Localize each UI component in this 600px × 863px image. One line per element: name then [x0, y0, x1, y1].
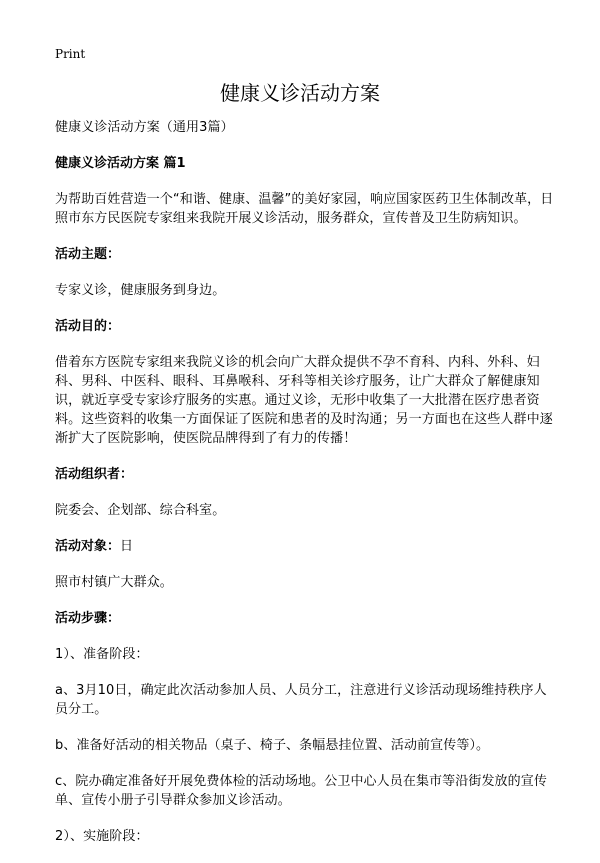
step1-heading: 1）、准备阶段： [55, 647, 149, 662]
purpose-heading: 活动目的： [55, 319, 121, 334]
document-body [55, 118, 555, 863]
target-text: 照市村镇广大群众。 [55, 575, 173, 590]
intro-paragraph: 为帮助百姓营造一个“和谐、健康、温馨”的美好家园，响应国家医药卫生体制改革，日照市东方民医院专家组来我院开展义诊活动，服务群众，宣传普及卫生防病知识。 [55, 192, 554, 226]
target-heading-line [55, 537, 555, 556]
step1-item-a: a、3月10日，确定此次活动参加人员、人员分工，注意进行义诊活动现场维持秩序人员分工。 [55, 683, 547, 717]
organizer-heading: 活动组织者： [55, 467, 134, 482]
purpose-text: 借着东方医院专家组来我院义诊的机会向广大群众提供不孕不育科、内科、外科、妇科、男科、中医科、眼科、耳鼻喉科、牙科等相关诊疗服务，让广大群众了解健康知识，就近享受专家诊疗服务的实惠。通过义诊，无形中收集了一大批潜在医疗患者资料。这些资料的收集一方面保证了医院和患者的及时沟通；另一方面也在这些人群中逐渐扩大了医院影响，使医院品牌得到了有力的传播！ [55, 355, 553, 446]
step2-heading: 2）、实施阶段： [55, 829, 149, 844]
section-title: 健康义诊活动方案 篇1 [55, 156, 186, 171]
print-label: Print [55, 47, 86, 61]
steps-heading: 活动步骤： [55, 611, 121, 626]
page-title: 健康义诊活动方案 [220, 81, 380, 105]
organizer-text: 院委会、企划部、综合科室。 [55, 503, 226, 518]
step1-item-c: c、院办确定准备好开展免费体检的活动场地。公卫中心人员在集市等沿街发放的宣传单、宣传小册子引导群众参加义诊活动。 [55, 774, 547, 808]
target-heading-suffix: 日 [120, 539, 134, 554]
target-heading: 活动对象： [55, 539, 121, 554]
document-subtitle: 健康义诊活动方案（通用3篇） [55, 120, 234, 135]
theme-text: 专家义诊，健康服务到身边。 [55, 283, 226, 298]
theme-heading: 活动主题： [55, 247, 121, 262]
step1-item-b: b、准备好活动的相关物品（桌子、椅子、条幅悬挂位置、活动前宣传等）。 [55, 738, 490, 753]
